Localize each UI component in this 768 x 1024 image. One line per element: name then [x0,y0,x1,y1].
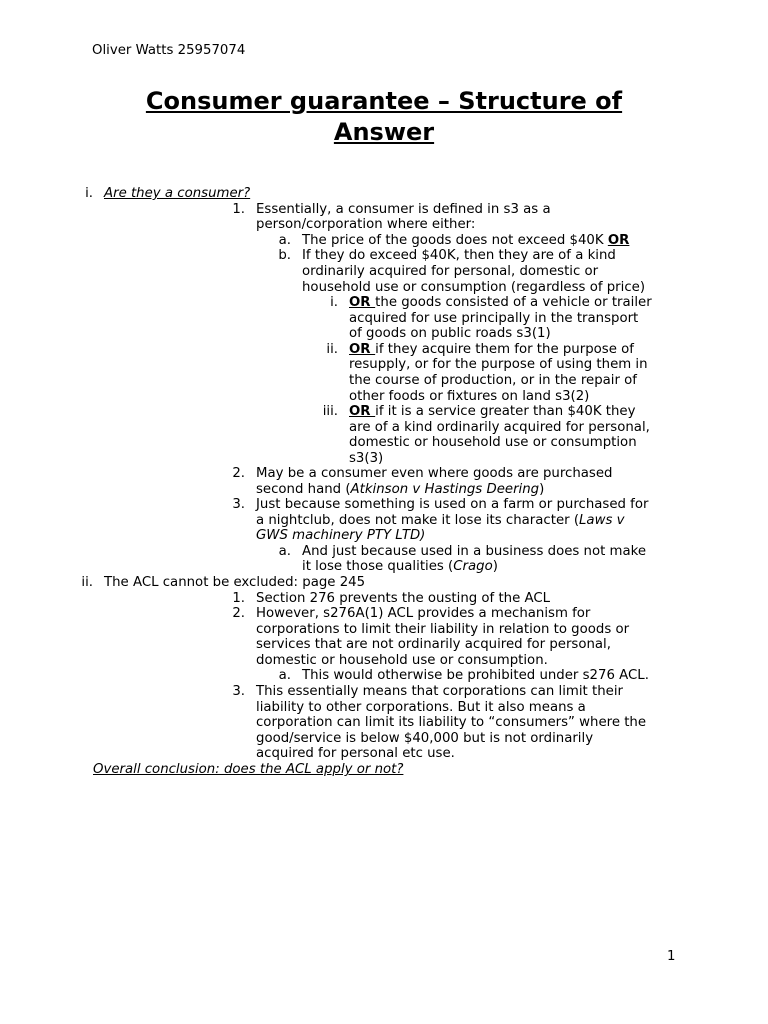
section-i-marker: i. [85,186,93,201]
item-1b-ii-or: OR [349,342,376,357]
item-3a-line-2-post: ) [492,559,498,574]
item-1a-line-1: The price of the goods does not exceed $40K [302,233,608,248]
item-1b-ii-text [349,342,634,358]
item-1b-i-or: OR [349,295,376,310]
item-1b-i-line-2: acquired for use principally in the transport [349,311,639,326]
item-1a-or: OR [607,233,630,248]
item-1b-iii-line-3: domestic or household use or consumption [349,435,637,450]
overall-conclusion: Overall conclusion: does the ACL apply or not? [93,762,404,777]
item-2-line-2 [256,482,544,498]
item-1b-i-text [349,295,652,311]
item-3a-line-2-pre: it lose those qualities ( [302,559,454,574]
acl-item-2-marker: 2. [232,606,245,621]
section-ii-heading: The ACL cannot be excluded: page 245 [104,575,366,590]
item-1b-ii-line-2: resupply, or for the purpose of using them in [349,357,648,372]
item-1b-ii-line-1: if they acquire them for the purpose of [375,342,634,357]
item-1b-marker: b. [278,248,291,263]
acl-item-2-line-2: corporations to limit their liability in relation to goods or [256,622,630,637]
item-1b-ii-line-3: the course of production, or in the repair of [349,373,637,388]
item-3a-line-2 [302,559,498,575]
item-3-line-2 [256,513,624,529]
item-3-marker: 3. [232,497,245,512]
item-1b-line-3: household use or consumption (regardless of price) [302,280,646,295]
item-1b-line-1: If they do exceed $40K, then they are of a kind [302,248,616,263]
item-3-line-1: Just because something is used on a farm or purchased for [256,497,649,512]
acl-item-3-line-1: This essentially means that corporations can limit their [256,684,623,699]
item-1b-i-line-3: of goods on public roads s3(1) [349,326,551,341]
item-2-line-2-pre: second hand ( [256,482,351,497]
item-1a-marker: a. [278,233,291,248]
item-2-marker: 2. [232,466,245,481]
document-title-line-2: Answer [333,118,435,146]
item-1-line-2: person/corporation where either: [256,217,476,232]
item-1b-i-line-1: the goods consisted of a vehicle or trailer [375,295,652,310]
item-1b-iii-or: OR [349,404,376,419]
item-1b-iii-marker: iii. [322,404,338,419]
acl-item-1-marker: 1. [232,591,245,606]
item-1-marker: 1. [232,202,245,217]
item-1b-line-2: ordinarily acquired for personal, domestic or [302,264,599,279]
acl-item-1-line-1: Section 276 prevents the ousting of the ACL [256,591,551,606]
page-number: 1 [667,949,676,964]
case-crago: Crago [453,559,493,574]
item-1b-iii-line-4: s3(3) [349,451,384,466]
document-title-line-1: Consumer guarantee – Structure of [145,87,623,115]
acl-item-2a-line-1: This would otherwise be prohibited under s276 ACL. [302,668,649,683]
item-3-line-2-pre: a nightclub, does not make it lose its character ( [256,513,580,528]
item-2-line-2-post: ) [539,482,545,497]
section-i-heading: Are they a consumer? [104,186,251,201]
item-1b-i-marker: i. [330,295,338,310]
acl-item-2-line-4: domestic or household use or consumption. [256,653,548,668]
item-1b-iii-line-2: are of a kind ordinarily acquired for personal, [349,420,650,435]
case-laws-part-2: GWS machinery PTY LTD) [256,528,426,543]
case-laws-part-1: Laws v [579,513,625,528]
item-1b-ii-marker: ii. [326,342,338,357]
item-2-line-1: May be a consumer even where goods are purchased [256,466,613,481]
item-1b-ii-line-4: other foods or fixtures on land s3(2) [349,389,590,404]
header-author: Oliver Watts 25957074 [92,43,246,58]
acl-item-3-line-2: liability to other corporations. But it also means a [256,700,586,715]
acl-item-2-line-3: services that are not ordinarily acquired for personal, [256,637,611,652]
acl-item-2a-marker: a. [278,668,291,683]
item-1b-iii-line-1: if it is a service greater than $40K they [375,404,636,419]
item-1a-text [302,233,629,249]
acl-item-3-line-5: acquired for personal etc use. [256,746,455,761]
acl-item-3-marker: 3. [232,684,245,699]
document-title [84,86,684,148]
case-atkinson: Atkinson v Hastings Deering [350,482,540,497]
item-1-line-1: Essentially, a consumer is defined in s3 as a [256,202,551,217]
item-1b-iii-text [349,404,635,420]
acl-item-2-line-1: However, s276A(1) ACL provides a mechanism for [256,606,591,621]
item-3a-line-1: And just because used in a business does not make [302,544,647,559]
section-ii-marker: ii. [81,575,93,590]
acl-item-3-line-3: corporation can limit its liability to “consumers” where the [256,715,647,730]
acl-item-3-line-4: good/service is below $40,000 but is not ordinarily [256,731,594,746]
item-3a-marker: a. [278,544,291,559]
